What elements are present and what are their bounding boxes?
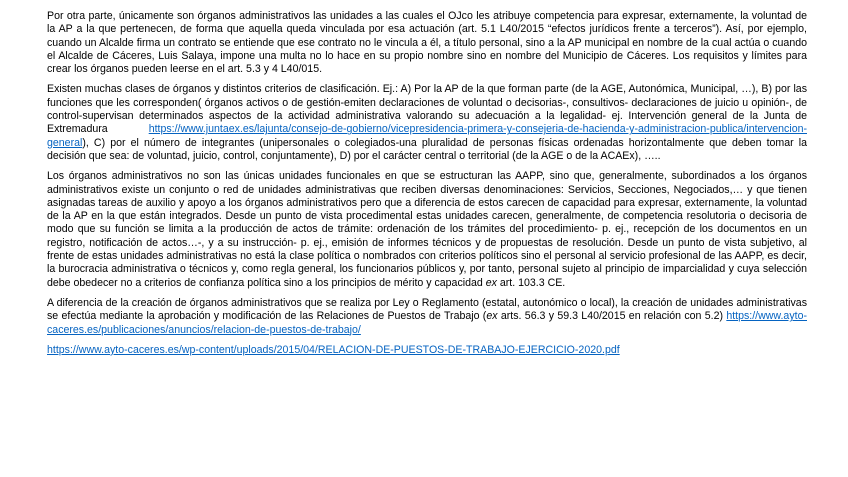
paragraph-text: ), C) por el número de integrantes (unipersonales o colegiados-una pluralidad de personas físicas ordenadas horizontalmente que deben tomar la decisión que sea: de voluntad, juicio, control, conjuntamente), D) por el carácter central o territorial (de la AGE o de la ACAEx), …..	[47, 136, 807, 162]
paragraph-text: art. 103.3 CE.	[496, 276, 566, 289]
paragraph-text: A diferencia de la creación de órganos administrativos que se realiza por Ley o Reglamento (estatal, autonómico o local), la creación de unidades administrativas se efectúa mediante la aprobación y modificación de las Relaciones de Puestos de Trabajo (	[47, 296, 807, 323]
paragraph-clases-organos	[47, 83, 807, 163]
document-page	[47, 10, 807, 364]
junta-intervencion-link[interactable]: https://www.juntaex.es/lajunta/consejo-de-gobierno/vicepresidencia-primera-y-consejeria-de-hacienda-y-administracion-publica/intervencion-general	[47, 123, 807, 149]
paragraph-rpt-pdf	[47, 344, 807, 357]
paragraph-text: Los órganos administrativos no son las únicas unidades funcionales en que se estructuran las AAPP, sino que, generalmente, subordinados a los órganos administrativos existe un conjunto o red de unidades administrativas que reciben diversas denominaciones: Servicios, Secciones, Negociados,… y que tienen asignadas tareas de auxilio y apoyo a los órganos administrativos pero que a diferencia de estos carecen de capacidad para expresar, externamente, la voluntad de la AP en la que están integrados. Desde un punto de vista procedimental estas unidades carecen, generalmente, de competencia resolutoria o decisoria de modo que su función se limita a la producción de actos de trámite: ordenación de los trámites del procedimiento- p. ej., recepción de los documentos en un registro, notificación de actos…-, y a su instrucción- p. ej., emisión de informes técnicos y de propuestas de resolución. Desde un punto de vista subjetivo, al frente de estas unidades administrativas no está la clase política o nombrados con criterios políticos sino el personal al servicio profesional de las AAPP, es decir, la burocracia administrativa o técnicos y, como regla general, los funcionarios públicos y, por tanto, personal sujeto al principio de imparcialidad y cuya selección debe obedecer no a criterios de confianza política sino a los principios de mérito y capacidad	[47, 170, 807, 289]
paragraph-text: Por otra parte, únicamente son órganos administrativos las unidades a las cuales el OJco les atribuye competencia para expresar, externamente, la voluntad de la AP a la que pertenecen, de forma que aquella queda vinculada por esa actuación (art. 5.1 L40/2015 “efectos jurídicos frente a terceros”). Así, por ejemplo, cuando un Alcalde firma un contrato se entiende que ese contrato no le vincula a él, a título personal, sino a la AP municipal en nombre de la cual actúa o cuando el Alcalde de Cáceres, Luis Salaya, impone una multa no lo hace en su propio nombre sino en nombre del Municipio de Cáceres. Los requisitos y límites para crear los órganos pueden leerse en el art. 5.3 y 4 L40/015.	[47, 10, 807, 76]
paragraph-unidades-administrativas	[47, 170, 807, 290]
paragraph-organos-administrativos	[47, 10, 807, 76]
italic-ex: ex	[485, 276, 497, 289]
paragraph-text: Existen muchas clases de órganos y distintos criterios de clasificación. Ej.: A) Por la AP de la que forman parte (de la AGE, Autonómica, Municipal, …), B) por las funciones que les corresponden( órganos activos o de gestión-emiten declaraciones de voluntad o decisorias-, consultivos- declaraciones de juicio u opinión-, de control-supervisan determinados aspectos de la actividad administrativa valorando su adecuación a la legalidad- ej. Intervención general de la Junta de Extremadura	[47, 83, 807, 136]
rpt-pdf-link[interactable]: https://www.ayto-caceres.es/wp-content/uploads/2015/04/RELACION-DE-PUESTOS-DE-TRABAJO-EJERCICIO-2020.pdf	[47, 343, 620, 356]
paragraph-text: arts. 56.3 y 59.3 L40/2015 en relación con 5.2)	[497, 310, 727, 323]
italic-ex: ex	[486, 310, 498, 323]
rpt-anuncios-link[interactable]: https://www.ayto-caceres.es/publicaciones/anuncios/relacion-de-puestos-de-trabajo/	[47, 310, 807, 336]
paragraph-creacion-unidades	[47, 297, 807, 337]
